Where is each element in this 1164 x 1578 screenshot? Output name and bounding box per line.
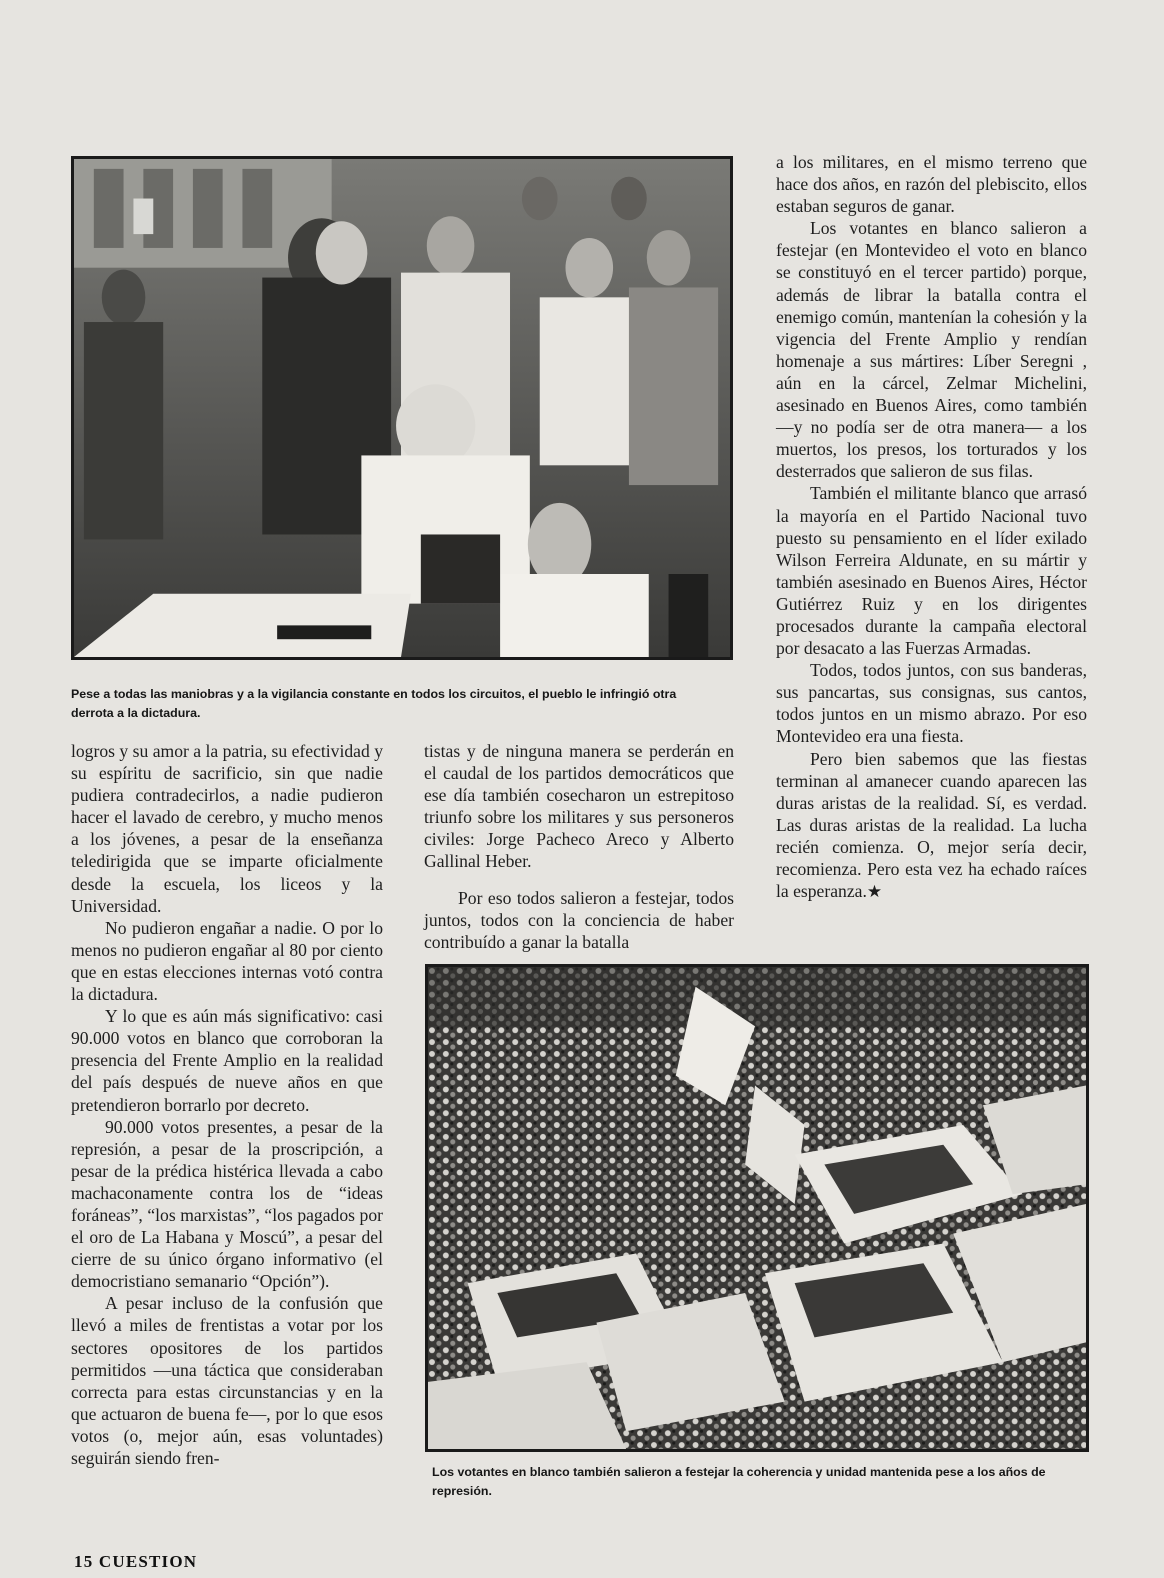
- photo-crowd-celebration: [425, 964, 1089, 1452]
- photo-caption-bottom: Los votantes en blanco también salieron a festejar la coherencia y unidad mantenida pese a los años de represión.: [432, 1465, 1046, 1498]
- text-column-left: [71, 740, 383, 1469]
- magazine-name: CUESTION: [98, 1552, 198, 1571]
- photo-voting-table: [71, 156, 733, 660]
- text-column-middle: [424, 740, 734, 953]
- paragraph-last: [776, 748, 1087, 904]
- page-footer: [74, 1552, 197, 1572]
- photo-voting-table-image: [74, 159, 730, 657]
- paragraph: Todos, todos juntos, con sus banderas, sus pancartas, sus consignas, sus cantos, todos juntos en un mismo abrazo. Por eso Montevideo era una fiesta.: [776, 660, 1087, 747]
- paragraph: logros y su amor a la patria, su efectividad y su espíritu de sacrificio, sin que nadie pudiera contradecirlos, a nadie pudieron hacer el lavado de cerebro, y mucho menos a los jóvenes, a pesar de la enseñanza teledirigida que se imparte oficialmente desde la escuela, los liceos y la Universidad.: [71, 741, 383, 916]
- paragraph: A pesar incluso de la confusión que llevó a miles de frentistas a votar por los sectores opositores de los partidos permitidos —una táctica que consideraban correcta para estas circunstancias y en la que actuaron de buena fe—, por lo que esos votos (o, mejor aún, esas voluntades) seguirán siendo fren-: [71, 1293, 383, 1468]
- paragraph: Y lo que es aún más significativo: casi 90.000 votos en blanco que corroboran la presencia del Frente Amplio en la realidad del país después de nueve años en que pretendieron borrarlo por decreto.: [71, 1006, 383, 1115]
- paragraph: Por eso todos salieron a festejar, todos juntos, todos con la conciencia de haber contribuído a ganar la batalla: [424, 887, 734, 952]
- page-number: 15: [74, 1552, 94, 1571]
- paragraph-text: Pero bien sabemos que las fiestas terminan al amanecer cuando aparecen las duras aristas de la realidad. Sí, es verdad. Las duras aristas de la realidad. La lucha recién comienza. O, mejor sería decir, recomienza. Pero esta vez ha echado raíces la esperanza.: [776, 748, 1087, 902]
- paragraph: Los votantes en blanco salieron a festejar (en Montevideo el voto en blanco se constituyó en el tercer partido) porque, además de librar la batalla contra el enemigo común, mantenían la cohesión y la vigencia del Frente Amplio y rendían homenaje a sus mártires: Líber Seregni , aún en la cárcel, Zelmar Michelini, asesinado en Buenos Aires, como también —y no podía ser de otra manera— a los muertos, los presos, los torturados y los desterrados que salieron de sus filas.: [776, 218, 1087, 482]
- star-icon: ★: [866, 882, 883, 902]
- paragraph: tistas y de ninguna manera se perderán en el caudal de los partidos democráticos que ese día también cosecharon un estrepitoso triunfo sobre los militares y sus personeros civiles: Jorge Pacheco Areco y Alberto Gallinal Heber.: [424, 741, 734, 872]
- paragraph: a los militares, en el mismo terreno que hace dos años, en razón del plebiscito, ellos estaban seguros de ganar.: [776, 152, 1087, 217]
- text-column-right: [776, 151, 1087, 903]
- paragraph: También el militante blanco que arrasó la mayoría en el Partido Nacional tuvo puesto su pensamiento en el líder exilado Wilson Ferreira Aldunate, en su mártir y también asesinado en Buenos Aires, Héctor Gutiérrez Ruiz y en los dirigentes procesados durante la campaña electoral por desacato a las Fuerzas Armadas.: [776, 483, 1087, 659]
- photo-caption-top: Pese a todas las maniobras y a la vigilancia constante en todos los circuitos, el pueblo le infringió otra derrota a la dictadura.: [71, 687, 677, 720]
- paragraph: 90.000 votos presentes, a pesar de la represión, a pesar de la proscripción, a pesar de la prédica histérica llevada a cabo machaconamente contra los de “ideas foráneas”, “los marxistas”, “los pagados por el oro de La Habana y Moscú”, a pesar del cierre de su único órgano informativo (el democristiano semanario “Opción”).: [71, 1116, 383, 1292]
- photo-crowd-celebration-image: [428, 967, 1086, 1449]
- paragraph: No pudieron engañar a nadie. O por lo menos no pudieron engañar al 80 por ciento que en estas elecciones internas votó contra la dictadura.: [71, 917, 383, 1005]
